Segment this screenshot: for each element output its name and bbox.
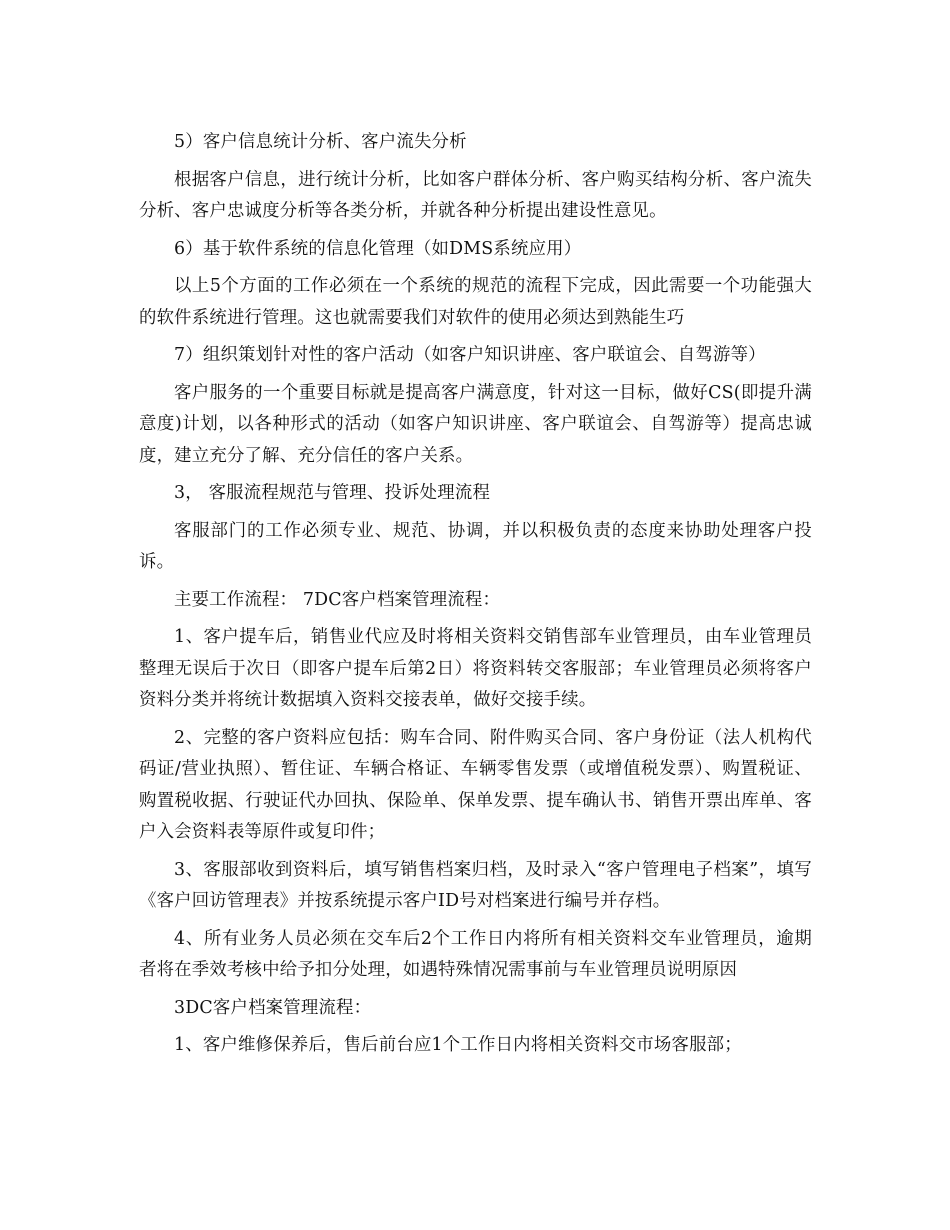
paragraph-heading-5: 5）客户信息统计分析、客户流失分析 bbox=[174, 132, 467, 152]
list-item: 1、客户提车后，销售业代应及时将相关资料交销售部车业管理员，由车业管理员整理无误后于次日（即客户提车后第2日）将资料转交客服部；车业管理员必须将客户资料分类并将统计数据填入资料交接表单，做好交接手续。 bbox=[139, 627, 812, 710]
paragraph: 客户服务的一个重要目标就是提高客户满意度，针对这一目标，做好CS(即提升满意度)计划，以各种形式的活动（如客户知识讲座、客户联谊会、自驾游等）提高忠诚度，建立充分了解、充分信任的客户关系。 bbox=[139, 382, 812, 466]
list-item: 2、完整的客户资料应包括：购车合同、附件购买合同、客户身份证（法人机构代码证/营业执照）、暂住证、车辆合格证、车辆零售发票（或增值税发票）、购置税证、购置税收据、行驶证代办回执、保险单、保单发票、提车确认书、销售开票出库单、客户入会资料表等原件或复印件； bbox=[139, 727, 812, 842]
paragraph-heading-7: 7）组织策划针对性的客户活动（如客户知识讲座、客户联谊会、自驾游等） bbox=[174, 345, 766, 365]
list-item: 4、所有业务人员必须在交车后2个工作日内将所有相关资料交车业管理员，逾期者将在季效考核中给予扣分处理，如遇特殊情况需事前与车业管理员说明原因 bbox=[139, 928, 812, 980]
workflow-heading-7dc: 主要工作流程： 7DC客户档案管理流程： bbox=[174, 589, 501, 610]
workflow-heading-3dc: 3DC客户档案管理流程： bbox=[174, 997, 372, 1018]
document-body bbox=[139, 127, 812, 1068]
list-item: 3、客服部收到资料后，填写销售档案归档，及时录入“客户管理电子档案”，填写《客户回访管理表》并按系统提示客户ID号对档案进行编号并存档。 bbox=[139, 859, 812, 911]
paragraph: 以上5个方面的工作必须在一个系统的规范的流程下完成，因此需要一个功能强大的软件系统进行管理。这也就需要我们对软件的使用必须达到熟能生巧 bbox=[139, 276, 812, 328]
list-item: 1、客户维修保养后，售后前台应1个工作日内将相关资料交市场客服部； bbox=[174, 1035, 742, 1055]
paragraph-heading-6: 6）基于软件系统的信息化管理（如DMS系统应用） bbox=[174, 238, 582, 259]
section-heading-3: 3， 客服流程规范与管理、投诉处理流程 bbox=[174, 483, 491, 503]
paragraph: 根据客户信息，进行统计分析，比如客户群体分析、客户购买结构分析、客户流失分析、客户忠诚度分析等各类分析，并就各种分析提出建设性意见。 bbox=[139, 169, 812, 221]
paragraph: 客服部门的工作必须专业、规范、协调，并以积极负责的态度来协助处理客户投诉。 bbox=[139, 520, 812, 572]
